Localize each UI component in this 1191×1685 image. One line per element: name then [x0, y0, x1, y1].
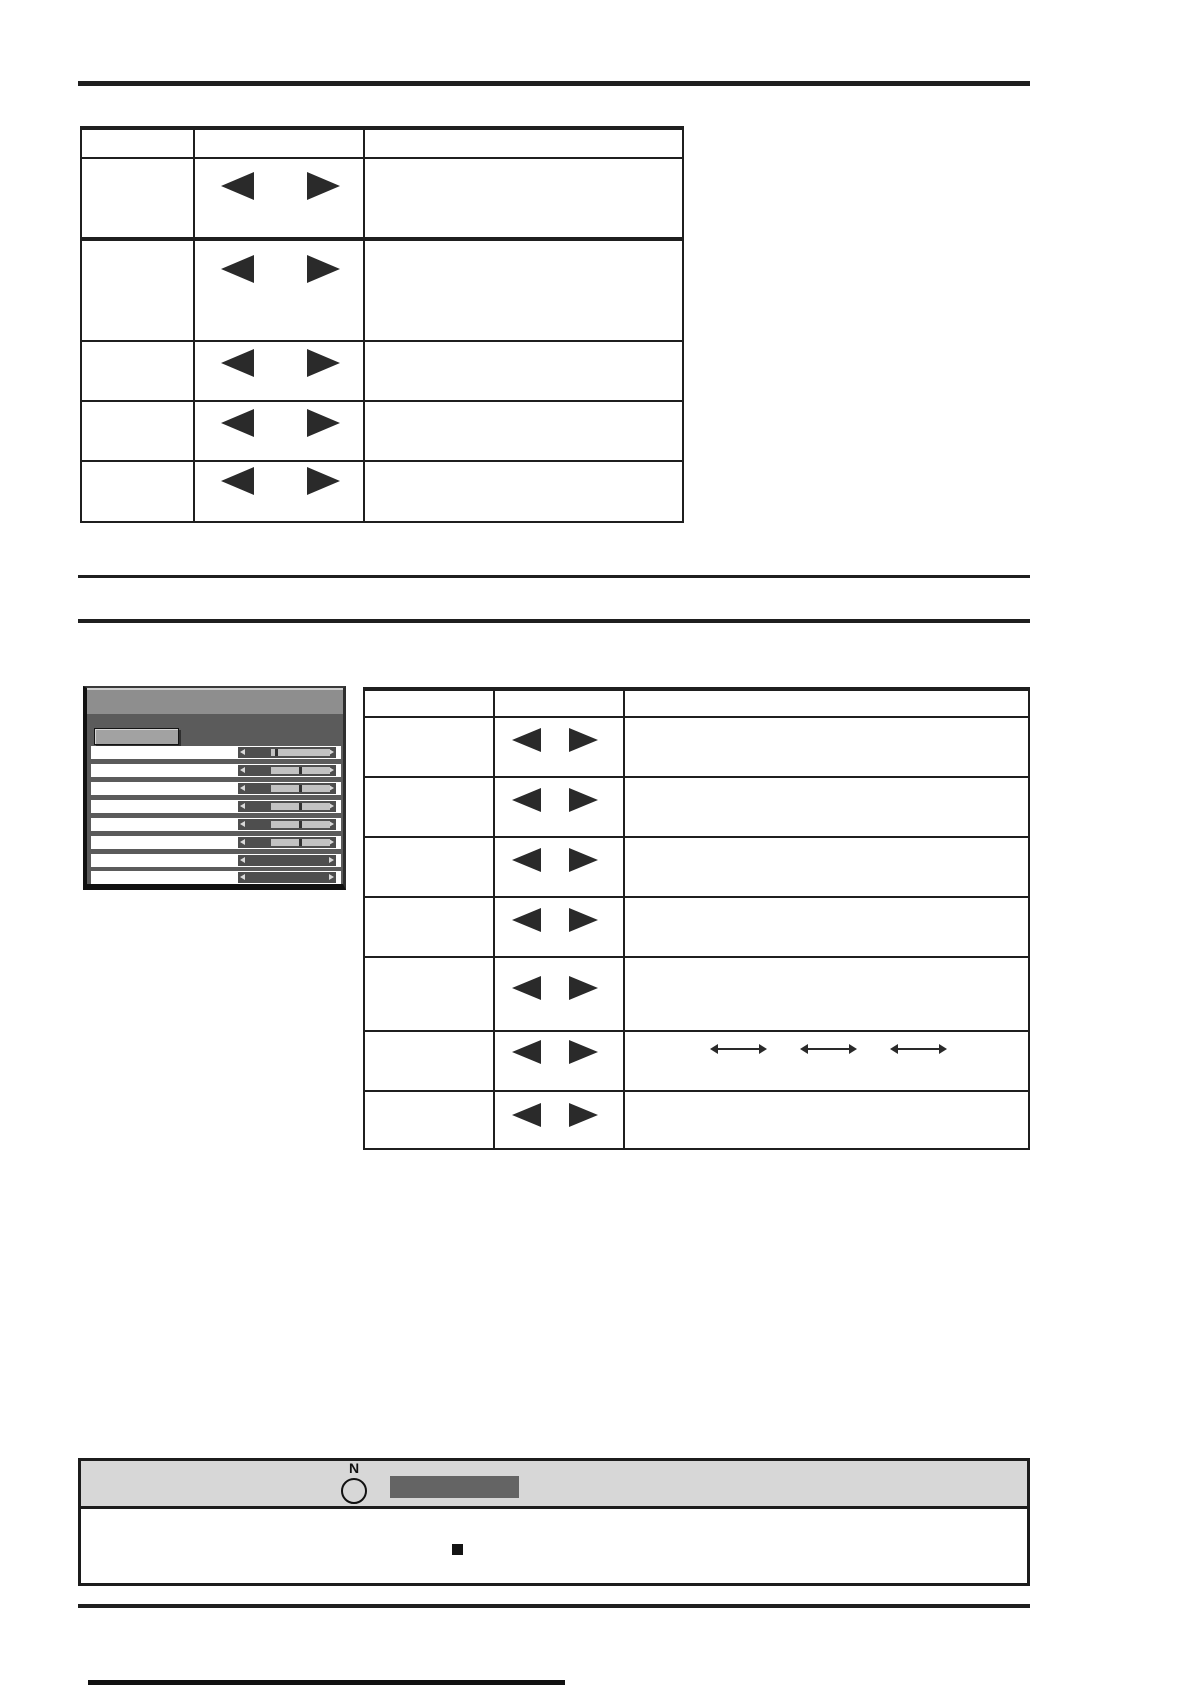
row-divider	[82, 460, 682, 462]
adjust-right-arrow-icon	[307, 255, 340, 283]
adjust-left-arrow-icon	[512, 908, 541, 932]
slider-left-arrow-icon	[240, 839, 245, 845]
adjust-right-arrow-icon	[569, 976, 598, 1000]
row-label-cell	[369, 788, 489, 808]
cycle-arrow-right-head	[759, 1044, 767, 1054]
row-label-cell	[369, 976, 489, 996]
row-description-cell	[633, 848, 1024, 868]
column-divider	[493, 691, 495, 1148]
row-label-cell	[86, 349, 189, 369]
slider-left-arrow-icon	[240, 874, 245, 880]
note-badge-letter: N	[348, 1460, 360, 1476]
row-divider	[82, 237, 682, 241]
osd-title-bar	[87, 690, 343, 714]
note-dark-button	[390, 1476, 519, 1498]
row-label-cell	[369, 728, 489, 748]
section-divider-rule-1	[78, 575, 1030, 578]
row-description-cell	[373, 255, 678, 275]
row-divider	[365, 1030, 1028, 1032]
row-description-cell	[373, 349, 678, 369]
osd-slider-control	[238, 855, 336, 866]
header-cell	[199, 134, 259, 155]
row-divider	[365, 836, 1028, 838]
adjust-left-arrow-icon	[512, 728, 541, 752]
row-label-cell	[369, 848, 489, 868]
adjust-right-arrow-icon	[307, 172, 340, 200]
slider-tick	[299, 839, 302, 846]
row-label-cell	[369, 908, 489, 928]
row-description-cell	[633, 1103, 1024, 1123]
row-divider	[365, 896, 1028, 898]
slider-tick	[299, 803, 302, 810]
row-divider	[365, 956, 1028, 958]
header-cell	[629, 695, 689, 714]
osd-slider-row	[91, 764, 341, 777]
osd-button	[94, 728, 179, 745]
row-label-cell	[86, 172, 189, 192]
section-divider-rule-2	[78, 619, 1030, 623]
adjust-left-arrow-icon	[221, 409, 254, 437]
osd-slider-control	[238, 801, 336, 812]
column-divider	[623, 691, 625, 1148]
adjust-right-arrow-icon	[569, 848, 598, 872]
row-label-cell	[86, 467, 189, 487]
adjust-left-arrow-icon	[512, 788, 541, 812]
osd-slider-control	[238, 765, 336, 776]
cycle-arrow-right-head	[939, 1044, 947, 1054]
slider-tick	[299, 767, 302, 774]
osd-slider-row	[91, 800, 341, 813]
osd-menu-screenshot	[83, 686, 346, 890]
osd-slider-control	[238, 819, 336, 830]
slider-tick	[299, 785, 302, 792]
slider-left-arrow-icon	[240, 767, 245, 773]
page-edge-mark	[88, 1680, 565, 1685]
cycle-arrow-left-head	[800, 1044, 808, 1054]
note-header-bar	[81, 1461, 1027, 1509]
slider-left-arrow-icon	[240, 857, 245, 863]
adjust-left-arrow-icon	[221, 467, 254, 495]
row-description-cell	[633, 976, 1024, 996]
cycle-arrow-icon	[800, 1044, 857, 1054]
adjust-right-arrow-icon	[569, 1103, 598, 1127]
slider-track	[271, 749, 330, 756]
top-rule	[78, 81, 1030, 86]
row-divider	[82, 340, 682, 342]
adjust-right-arrow-icon	[307, 349, 340, 377]
osd-slider-control	[238, 872, 336, 883]
adjust-right-arrow-icon	[307, 409, 340, 437]
adjust-left-arrow-icon	[512, 976, 541, 1000]
slider-right-arrow-icon	[329, 857, 334, 863]
slider-left-arrow-icon	[240, 785, 245, 791]
slider-right-arrow-icon	[329, 874, 334, 880]
n-button-circle-icon	[341, 1478, 367, 1504]
adjust-right-arrow-icon	[569, 1040, 598, 1064]
cycle-arrow-line	[716, 1048, 761, 1050]
adjust-right-arrow-icon	[569, 908, 598, 932]
slider-track	[271, 767, 330, 774]
row-label-cell	[86, 255, 189, 275]
adjust-left-arrow-icon	[221, 349, 254, 377]
header-cell	[86, 134, 146, 155]
adjust-right-arrow-icon	[569, 788, 598, 812]
bottom-rule	[78, 1604, 1030, 1608]
adjustment-table-top	[80, 126, 684, 523]
slider-track	[271, 785, 330, 792]
osd-slider-row	[91, 836, 341, 849]
osd-slider-row	[91, 871, 341, 884]
slider-tick	[299, 821, 302, 828]
row-label-cell	[86, 409, 189, 429]
adjust-left-arrow-icon	[221, 172, 254, 200]
header-divider	[365, 716, 1028, 718]
adjustment-table-bottom	[363, 687, 1030, 1150]
row-description-cell	[633, 728, 1024, 748]
column-divider	[193, 130, 195, 521]
row-description-cell	[373, 172, 678, 192]
cycle-arrow-line	[896, 1048, 941, 1050]
slider-left-arrow-icon	[240, 749, 245, 755]
cycle-arrow-right-head	[849, 1044, 857, 1054]
osd-slider-row	[91, 818, 341, 831]
adjust-left-arrow-icon	[512, 1103, 541, 1127]
cycle-arrow-left-head	[890, 1044, 898, 1054]
osd-slider-row	[91, 854, 341, 867]
adjust-left-arrow-icon	[221, 255, 254, 283]
header-cell	[369, 695, 429, 714]
adjust-right-arrow-icon	[569, 728, 598, 752]
header-cell	[499, 695, 559, 714]
osd-slider-control	[238, 783, 336, 794]
slider-track	[271, 821, 330, 828]
row-description-cell	[633, 908, 1024, 928]
header-cell	[369, 134, 429, 155]
note-box	[78, 1458, 1030, 1586]
square-bullet-icon	[452, 1544, 463, 1555]
column-divider	[363, 130, 365, 521]
row-divider	[365, 1090, 1028, 1092]
row-divider	[82, 400, 682, 402]
osd-slider-control	[238, 747, 336, 758]
slider-left-arrow-icon	[240, 803, 245, 809]
cycle-arrow-icon	[890, 1044, 947, 1054]
row-description-cell	[373, 467, 678, 487]
osd-slider-row	[91, 782, 341, 795]
row-label-cell	[369, 1103, 489, 1123]
slider-tick	[275, 749, 278, 756]
cycle-arrow-line	[806, 1048, 851, 1050]
slider-track	[271, 839, 330, 846]
slider-track	[271, 803, 330, 810]
row-label-cell	[369, 1040, 489, 1060]
osd-slider-control	[238, 837, 336, 848]
row-description-cell	[633, 788, 1024, 808]
adjust-left-arrow-icon	[512, 848, 541, 872]
adjust-right-arrow-icon	[307, 467, 340, 495]
header-divider	[82, 157, 682, 159]
slider-left-arrow-icon	[240, 821, 245, 827]
cycle-arrow-icon	[710, 1044, 767, 1054]
osd-slider-row	[91, 746, 341, 759]
row-divider	[365, 776, 1028, 778]
adjust-left-arrow-icon	[512, 1040, 541, 1064]
cycle-arrow-left-head	[710, 1044, 718, 1054]
row-description-cell	[373, 409, 678, 429]
